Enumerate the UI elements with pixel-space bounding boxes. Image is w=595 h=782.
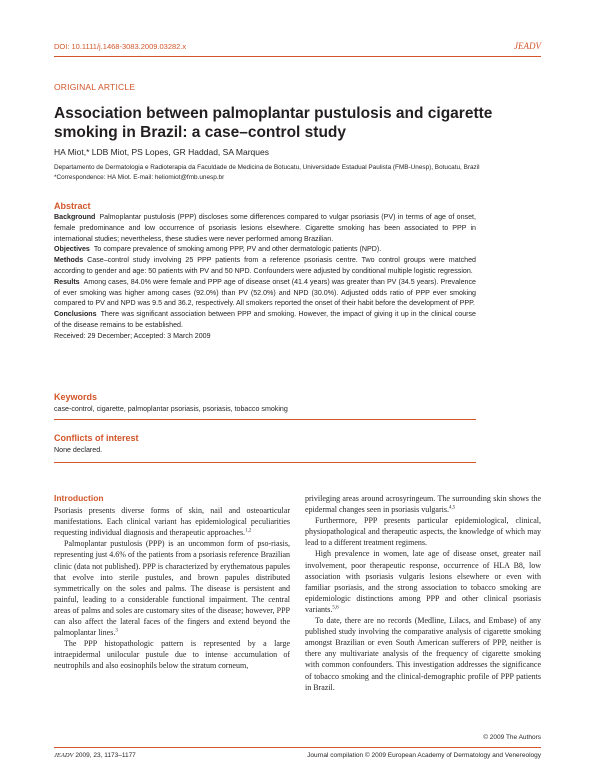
paragraph xyxy=(305,615,541,693)
footer-rule xyxy=(54,747,541,748)
paragraph-text: High prevalence in women, late age of disease onset, greater nail involvement, poor therapeutic response, occurrence of HLA B8, low association with psoriasis vulgaris lesions elsewhere or even with familiar psoriasis, and the strong association to tobacco smoking are epidemiologic distinctions among PPP and other clinical psoriasis variants. xyxy=(305,549,541,614)
citation-ref[interactable]: 1,2 xyxy=(245,528,252,534)
doi-link[interactable]: DOI: 10.1111/j.1468-3083.2009.03282.x xyxy=(54,42,187,51)
paragraph-text: Palmoplantar pustulosis (PPP) is an uncommon form of pso-riasis, representing just 4.6% of the patients from a psoriasis reference Brazilian clinic (data not published). PPP is characterized by erythematous papules that evolve into sterile pustules, and brown papules distributed symmetrically on the soles and palms. The disease is persistent and painful, leading to a considerable functional impairment. The central areas of palms and soles are customary sites of the disease; however, PPP can also affect the lateral faces of the fingers and extend beyond the palmoplantar lines. xyxy=(54,539,290,638)
abstract-methods xyxy=(54,255,476,277)
received-dates: Received: 29 December; Accepted: 3 March 2009 xyxy=(54,331,211,340)
journal-citation xyxy=(54,752,136,759)
affiliation-block xyxy=(54,163,541,183)
abstract-text: To compare prevalence of smoking among PPP, PV and other dermatologic patients (NPD). xyxy=(93,245,382,254)
abstract-text: Case–control study involving 25 PPP patients from a reference psoriasis centre. Two control groups were matched according to gender and age: 50 patients with PV and 50 NPD. Confounders were adjusted by conditional multiple logistic regression. xyxy=(54,256,476,275)
journal-abbrev: JEADV xyxy=(514,41,541,51)
abstract-heading: Abstract xyxy=(54,201,91,211)
body-column-left xyxy=(54,493,290,672)
affiliation: Departamento de Dermatologia e Radioterapia da Faculdade de Medicina de Botucatu, Universidade Estadual Paulista (FMB-Unesp), Botucatu, Brazil xyxy=(54,164,480,171)
paragraph xyxy=(54,638,290,671)
paragraph-text: The PPP histopathologic pattern is represented by a large intraepidermal unilocular pustule due to intense accumulation of neutrophils and also eosinophils below the stratum corneum, xyxy=(54,639,290,671)
abstract-text: Among cases, 84.0% were female and PPP age of disease onset (41.4 years) was greater than PV (34.5 years). Prevalence of ever smoking was higher among cases (92.0%) than PV (52.0%) and NPD (30.0%). Adjusted odds ratio of PPP ever smoking compared to PV and NPD was 9.5 and 36.2, respectively. All smokers reported the onset of their habit before the development of PPP. xyxy=(54,277,476,308)
abstract-background xyxy=(54,212,476,244)
paragraph xyxy=(54,505,290,538)
citation-ref[interactable]: 5,6 xyxy=(332,605,339,611)
journal-name: JEADV xyxy=(54,752,74,759)
keywords-heading: Keywords xyxy=(54,392,98,402)
header-rule xyxy=(54,56,541,57)
copyright-authors: © 2009 The Authors xyxy=(483,734,541,741)
citation-ref[interactable]: 3 xyxy=(115,628,118,634)
abstract-text: There was significant association between PPP and smoking. However, the impact of giving it up in the clinical course of the disease remains to be established. xyxy=(54,310,476,329)
abstract-label: Background xyxy=(54,213,96,221)
volume-pages: 2009, 23, 1173–1177 xyxy=(75,752,136,759)
paragraph-text: privileging areas around acrosyringeum. The surrounding skin shows the epidermal changes seen in psoriasis vulgaris. xyxy=(305,494,541,515)
abstract-label: Objectives xyxy=(54,245,90,254)
conflicts-heading: Conflicts of interest xyxy=(54,433,139,443)
paragraph xyxy=(54,538,290,638)
abstract-conclusions xyxy=(54,309,476,331)
paragraph-text: Furthermore, PPP presents particular epidemiological, clinical, physiopathological and therapeutic aspects, the knowledge of which may lead to a different treatment regimens. xyxy=(305,516,541,548)
section-divider xyxy=(54,462,476,463)
author-list: HA Miot,* LDB Miot, PS Lopes, GR Haddad, SA Marques xyxy=(54,147,269,157)
abstract-label: Results xyxy=(54,277,80,286)
abstract-results xyxy=(54,277,476,309)
abstract-label: Methods xyxy=(54,256,84,265)
introduction-heading: Introduction xyxy=(54,493,104,503)
abstract-body xyxy=(54,212,476,342)
keywords-list: case-control, cigarette, palmoplantar psoriasis, psoriasis, tobacco smoking xyxy=(54,405,288,413)
conflicts-text: None declared. xyxy=(54,446,103,454)
abstract-label: Conclusions xyxy=(54,310,97,319)
paragraph-text: To date, there are no records (Medline, Lilacs, and Embase) of any published study involving the comparative analysis of cigarette smoking amongst Brazilian or even South American sufferers of PPP, neither is there any multivariate analysis of the frequency of cigarette smoking with common confounders. This investigation addresses the significance of tobacco smoking and the clinical-demographic profile of PPP patients in Brazil. xyxy=(305,616,541,692)
paragraph xyxy=(305,493,541,515)
correspondence: *Correspondence: HA Miot. E-mail: heliomiot@fmb.unesp.br xyxy=(54,174,225,181)
section-divider xyxy=(54,419,476,420)
paragraph xyxy=(305,515,541,548)
journal-compilation: Journal compilation © 2009 European Academy of Dermatology and Venereology xyxy=(307,752,541,759)
paragraph xyxy=(305,548,541,615)
paragraph-text: Psoriasis presents diverse forms of skin, nail and osteoarticular manifestations. Each clinical variant has epidemiological peculiarities requesting individual diagnosis and therapeutic approaches. xyxy=(54,506,290,538)
citation-ref[interactable]: 4,5 xyxy=(448,505,456,511)
article-title: Association between palmoplantar pustulosis and cigarette smoking in Brazil: a case–control study xyxy=(54,105,493,141)
article-type: ORIGINAL ARTICLE xyxy=(54,82,136,92)
running-header xyxy=(54,42,541,54)
abstract-objectives xyxy=(54,244,476,255)
body-column-right xyxy=(305,493,541,693)
abstract-text: Palmoplantar pustulosis (PPP) discloses some differences compared to vulgar psoriasis (PV) in terms of age of onset, female predominance and low occurrence of psoriasis lesions elsewhere. Cigarette smoking has been associated to PPP in international studies; nevertheless, these studies were never performed among Brazilian. xyxy=(54,213,476,243)
